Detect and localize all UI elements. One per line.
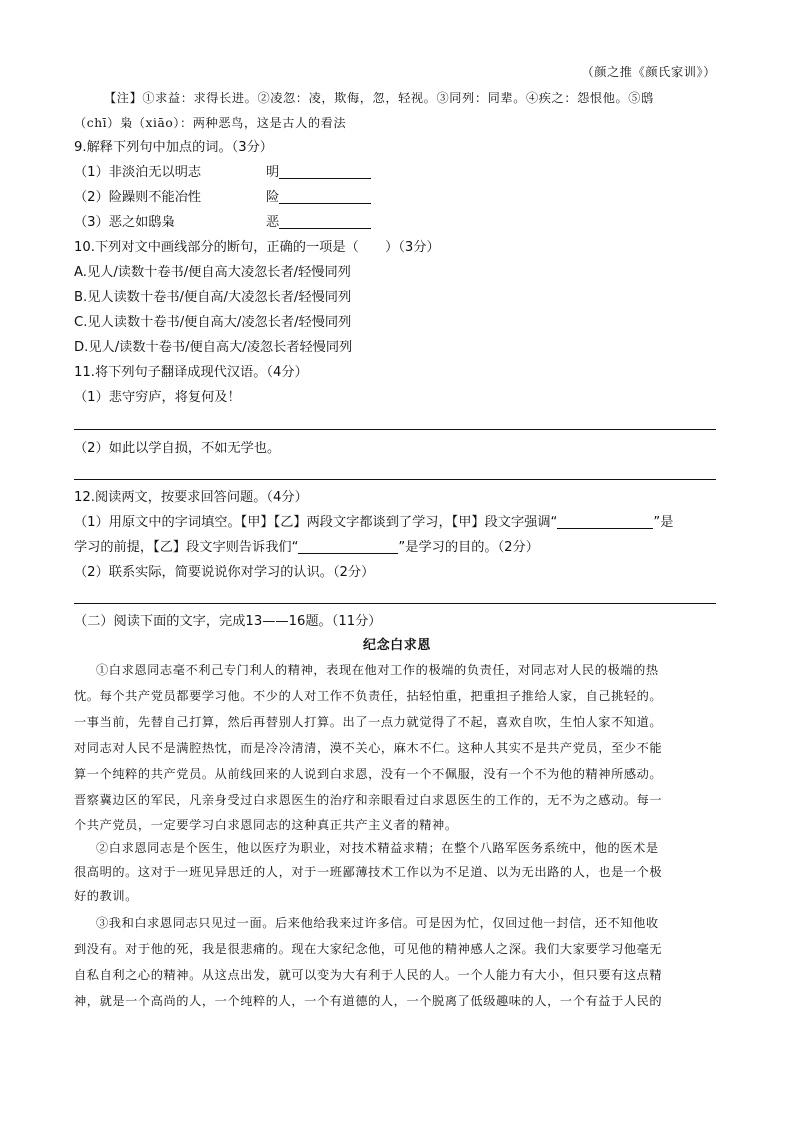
- q9-item-1-word: 明: [266, 165, 280, 180]
- q9-item-2-word: 险: [266, 190, 280, 205]
- q9-item-3-blank[interactable]: [279, 214, 371, 229]
- q11-answer-line-1[interactable]: [74, 429, 716, 430]
- q9-item-2-label: （2）险躁则不能冶性: [74, 190, 202, 205]
- q12-blank-2[interactable]: [298, 539, 398, 554]
- article-line: 好的教训。: [74, 889, 138, 903]
- q9-item-1-answer: [266, 164, 371, 182]
- q12-part-1-text-d: ”是学习的目的。（2分）: [398, 540, 539, 555]
- q10-option-b[interactable]: B.见人读数十卷书/便自高/大凌忽长者/轻慢同列: [74, 290, 352, 305]
- q10-stem: 10.下列对文中画线部分的断句，正确的一项是（ ）（3分）: [74, 240, 440, 255]
- q12-stem: 12.阅读两文，按要求回答问题。（4分）: [74, 490, 308, 505]
- q10-option-c[interactable]: C.见人读数十卷书/便自高大/凌忽长者/轻慢同列: [74, 315, 352, 330]
- article-line: 忱。每个共产党员都要学习他。不少的人对工作不负责任，拈轻怕重，把重担子推给人家，自己挑轻的。: [74, 689, 663, 703]
- q9-item-3-word: 恶: [266, 215, 280, 230]
- q12-blank-1[interactable]: [557, 514, 653, 529]
- article-line: 一事当前，先替自己打算，然后再替别人打算。出了一点力就觉得了不起，喜欢自吹，生怕人家不知道。: [74, 715, 663, 729]
- q12-part-1-line-2: [74, 539, 539, 557]
- q10-option-a[interactable]: A.见人/读数十卷书/便自高大凌忽长者/轻慢同列: [74, 265, 351, 280]
- q11-sentence-1: （1）悲守穷庐，将复何及！: [74, 390, 241, 405]
- q9-item-1-label: （1）非淡泊无以明志: [74, 165, 202, 180]
- q9-item-2-blank[interactable]: [279, 189, 371, 204]
- article-line: ③我和白求恩同志只见过一面。后来他给我来过许多信。可是因为忙，仅回过他一封信，还不知他收: [96, 916, 659, 930]
- q9-stem: 9.解释下列句中加点的词。（3分）: [74, 140, 273, 155]
- article-line: 对同志对人民不是满腔热忱，而是冷冷清清，漠不关心，麻木不仁。这种人其实不是共产党员，至少不能: [74, 741, 663, 755]
- q10-option-d[interactable]: D.见人/读数十卷书/便自高大/凌忽长者轻慢同列: [74, 340, 353, 355]
- q9-item-3-label: （3）恶之如鸱枭: [74, 215, 175, 230]
- q12-part-1-line-1: [74, 514, 673, 532]
- section-2-heading: （二）阅读下面的文字，完成13——16题。（11分）: [74, 614, 382, 629]
- q12-part-1-text-b: ”是: [653, 515, 674, 530]
- q11-stem: 11.将下列句子翻译成现代汉语。（4分）: [74, 365, 308, 380]
- q9-item-2-answer: [266, 189, 371, 207]
- q12-part-1-text-c: 学习的前提，【乙】段文字则告诉我们“: [74, 540, 299, 555]
- q12-answer-line[interactable]: [74, 603, 716, 604]
- article-line: ②白求恩同志是个医生，他以医疗为职业，对技术精益求精；在整个八路军医务系统中，他的医术是: [96, 841, 659, 855]
- article-line: 自私自利之心的精神。从这点出发，就可以变为大有利于人民的人。一个人能力有大小，但只要有这点精: [74, 968, 663, 982]
- note-line-1: 【注】①求益：求得长进。②凌忽：凌，欺侮，忽，轻视。③同列：同辈。④疾之：怨恨他。⑤鸱: [104, 91, 654, 105]
- q11-answer-line-2[interactable]: [74, 479, 716, 480]
- q12-part-1-text-a: （1）用原文中的字词填空。【甲】【乙】两段文字都谈到了学习，【甲】段文字强调“: [74, 515, 558, 530]
- article-line: 神，就是一个高尚的人，一个纯粹的人，一个有道德的人，一个脱离了低级趣味的人，一个有益于人民的: [74, 994, 663, 1008]
- article-line: 晋察冀边区的军民，凡亲身受过白求恩医生的治疗和亲眼看过白求恩医生的工作的，无不为之感动。每一: [74, 793, 663, 807]
- article-title: 纪念白求恩: [362, 638, 431, 653]
- note-line-2: （chī）枭（xiāo）：两种恶鸟，这是古人的看法: [74, 116, 347, 130]
- article-line: 很高明的。这对于一班见异思迁的人，对于一班鄙薄技术工作以为不足道、以为无出路的人，也是一个极: [74, 865, 663, 879]
- article-line: 到没有。对于他的死，我是很悲痛的。现在大家纪念他，可见他的精神感人之深。我们大家要学习他毫无: [74, 942, 663, 956]
- q9-item-1-blank[interactable]: [279, 164, 371, 179]
- article-line: ①白求恩同志毫不利己专门利人的精神，表现在他对工作的极端的负责任，对同志对人民的极端的热: [96, 663, 659, 677]
- q9-item-3-answer: [266, 214, 371, 232]
- article-line: 算一个纯粹的共产党员。从前线回来的人说到白求恩，没有一个不佩服，没有一个不为他的精神所感动。: [74, 767, 663, 781]
- source-citation: （颜之推《颜氏家训》）: [581, 65, 716, 79]
- article-line: 个共产党员，一定要学习白求恩同志的这种真正共产主义者的精神。: [74, 818, 458, 832]
- q11-sentence-2: （2）如此以学自损，不如无学也。: [74, 441, 281, 456]
- q12-part-2: （2）联系实际，简要说说你对学习的认识。（2分）: [74, 565, 375, 580]
